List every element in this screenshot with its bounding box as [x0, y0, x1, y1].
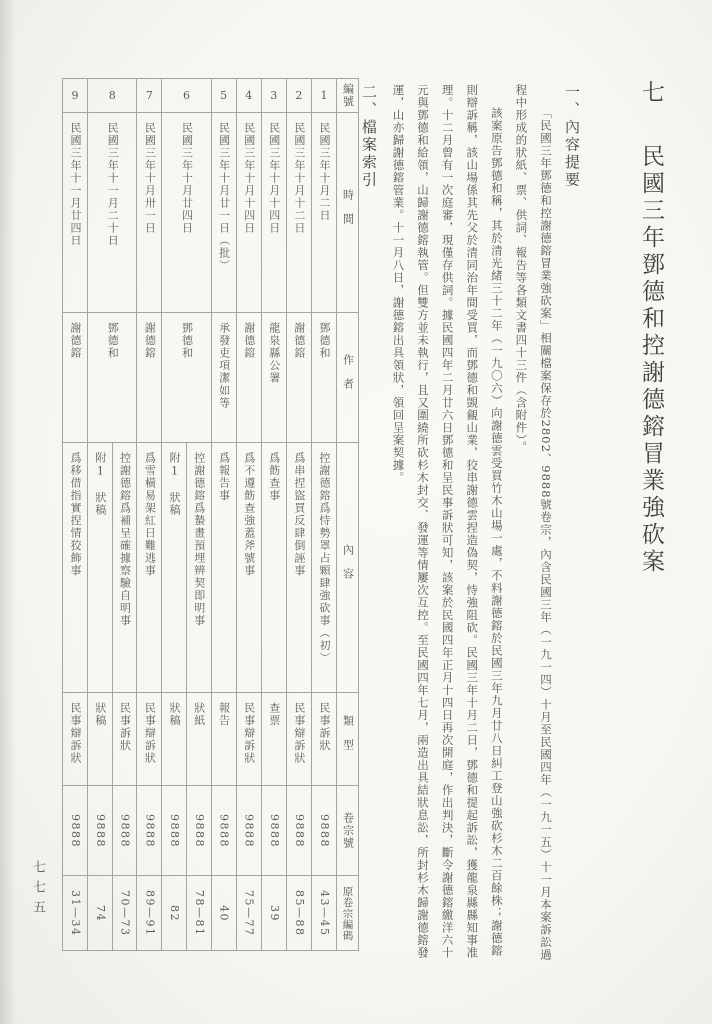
table-header-cell: 卷宗號 — [337, 786, 358, 876]
chapter-heading — [636, 80, 666, 1010]
record-author-cell: 謝德鎔 — [287, 313, 311, 443]
entry-column — [212, 443, 236, 951]
record-number-cell: 7 — [137, 79, 161, 113]
entry-code-cell: 89—91 — [143, 890, 157, 937]
record-time-cell: 民國三年十月廿四日 — [162, 113, 210, 313]
entry-column — [162, 443, 187, 951]
entry-column — [187, 443, 211, 951]
page-number: 七七五 — [30, 860, 45, 920]
entry-column — [262, 443, 286, 951]
entry-volume-cell: 9888 — [187, 786, 211, 876]
entry-type-cell: 查票 — [262, 693, 286, 786]
record-time-cell: 民國三年十月十二日 — [287, 113, 311, 313]
record-author-cell: 龍泉縣公署 — [262, 313, 286, 443]
record-number-cell: 5 — [212, 79, 236, 113]
entry-content-cell: 爲移借指實捏情狡飾事 — [63, 443, 87, 693]
record-time-cell: 民國三年十月卅一日 — [137, 113, 161, 313]
summary-paragraphs — [382, 84, 558, 962]
entry-type-cell: 狀稿 — [88, 693, 112, 786]
entry-code-cell: 85—88 — [292, 890, 306, 937]
table-header-column — [336, 79, 358, 950]
record-column — [286, 79, 311, 950]
entry-content-cell: 控謝德鎔爲蟄畫預埋辨契即明事 — [187, 443, 211, 693]
entry-type-cell: 狀紙 — [187, 693, 211, 786]
index-heading: 二、檔案索引 — [360, 84, 378, 189]
entry-volume-cell: 9888 — [162, 786, 186, 876]
record-column — [63, 79, 87, 950]
record-entries — [162, 443, 210, 951]
summary-paragraph: 「民國三年鄧德和控謝德鎔冒業強砍案」相關檔案保存於2802、9888號卷宗，內含民國三年（一九一四）十月至民國四年（一九一五）十一月本案訴訟過程中形成的狀紙、票、供詞、報告等各類文書四十三件（含附件）。 — [514, 84, 553, 962]
entry-volume-cell: 9888 — [262, 786, 286, 876]
entry-content-cell: 爲飭查事 — [262, 443, 286, 693]
record-number-cell: 6 — [162, 79, 210, 113]
record-number-cell: 9 — [63, 79, 87, 113]
summary-heading: 一、內容提要 — [563, 84, 581, 189]
entry-type-cell: 狀稿 — [162, 693, 186, 786]
entry-code-cell: 82 — [168, 905, 182, 922]
record-entries — [262, 443, 286, 951]
entry-code-cell: 75—77 — [242, 890, 256, 937]
record-entries — [88, 443, 136, 951]
entry-volume-cell: 9888 — [237, 786, 261, 876]
record-author-cell: 鄧德和 — [312, 313, 336, 443]
entry-content-cell: 控謝德鎔爲恃勢罩占顆肆強砍事（初） — [312, 443, 336, 693]
record-column — [236, 79, 261, 950]
table-header-cell: 原卷宗編碼 — [341, 886, 354, 941]
record-time-cell: 民國三年十月十四日 — [262, 113, 286, 313]
record-time-cell: 民國三年十一月二十日 — [88, 113, 136, 313]
entry-code-cell: 39 — [267, 905, 281, 922]
record-number-cell: 8 — [88, 79, 136, 113]
entry-content-cell: 附1 狀稿 — [88, 443, 112, 693]
record-time-cell: 民國三年十月廿一日（批） — [212, 113, 236, 313]
entry-type-cell: 民事訴狀 — [312, 693, 336, 786]
record-entries — [287, 443, 311, 951]
record-author-cell: 謝德鎔 — [237, 313, 261, 443]
archive-table — [62, 78, 359, 951]
entry-column — [88, 443, 113, 951]
entry-volume-cell: 9888 — [88, 786, 112, 876]
record-time-cell: 民國三年十一月廿四日 — [63, 113, 87, 313]
chapter-number: 七 — [638, 80, 664, 107]
record-entries — [63, 443, 87, 951]
entry-column — [287, 443, 311, 951]
entry-column — [237, 443, 261, 951]
record-column — [311, 79, 336, 950]
record-column — [87, 79, 136, 950]
record-author-cell: 鄧德和 — [88, 313, 136, 443]
entry-type-cell: 民事辯訴狀 — [237, 693, 261, 786]
table-header-cell: 作者 — [337, 313, 358, 443]
record-entries — [137, 443, 161, 951]
entry-column — [113, 443, 137, 951]
record-entries — [212, 443, 236, 951]
entry-code-cell: 40 — [217, 905, 231, 922]
record-author-cell: 鄧德和 — [162, 313, 210, 443]
entry-code-cell: 74 — [93, 905, 107, 922]
record-time-cell: 民國三年十月十四日 — [237, 113, 261, 313]
entry-content-cell: 附1 狀稿 — [162, 443, 186, 693]
record-author-cell: 承發吏項潔如等 — [212, 313, 236, 443]
entry-code-cell: 70—73 — [118, 890, 132, 937]
record-column — [136, 79, 161, 950]
entry-type-cell: 民事辯訴狀 — [287, 693, 311, 786]
entry-volume-cell: 9888 — [312, 786, 336, 876]
record-number-cell: 3 — [262, 79, 286, 113]
summary-paragraph: 該案原告鄧德和稱，其於清光緒三十二年（一九〇六）向謝德雲受買竹木山場一處，不料謝德鎔於民國三年九月廿八日糾工登山強砍杉木二百餘株；謝德鎔則辯訴稱，該山場係其先父於清同治年間受買，而鄧德和覬覦山業，狡串謝德雲捏造偽契，恃強阻砍。民國三年十月二日，鄧德和提起訴訟，獲龍泉縣縣知事准理。十二月曾有一次庭審，現僅存供詞。據民國四年二月廿六日鄧德和呈民事訴狀可知，該案於民國四年正月十四日再次開庭，作出判決，斷令謝德鎔繳洋六十元與鄧德和給領，山歸謝德鎔執管。但雙方並未執行，且又圍繞所砍杉木封交、發運等情屢次互控。至民國四年七月，兩造出具結狀息訟，所封杉木歸謝德鎔發運，山亦歸謝德鎔管業。十一月八日，謝德鎔出具領狀，領回呈案契據。 — [391, 84, 504, 959]
entry-content-cell: 控謝德鎔爲補呈確據察驗自明事 — [113, 443, 137, 693]
record-number-cell: 2 — [287, 79, 311, 113]
record-column — [261, 79, 286, 950]
record-author-cell: 謝德鎔 — [63, 313, 87, 443]
record-entries — [237, 443, 261, 951]
entry-content-cell: 爲雪橫易架紅日難逃事 — [137, 443, 161, 693]
record-entries — [312, 443, 336, 951]
table-header-cell: 編號 — [337, 79, 358, 113]
entry-type-cell: 民事辯訴狀 — [63, 693, 87, 786]
entry-content-cell: 爲不遵飭查強蓋斧號事 — [237, 443, 261, 693]
entry-type-cell: 報告 — [212, 693, 236, 786]
entry-code-cell: 31—34 — [69, 890, 83, 937]
entry-code-cell: 43—45 — [317, 890, 331, 937]
entry-content-cell: 爲報告事 — [212, 443, 236, 693]
entry-column — [137, 443, 161, 951]
entry-volume-cell: 9888 — [212, 786, 236, 876]
entry-volume-cell: 9888 — [137, 786, 161, 876]
record-number-cell: 1 — [312, 79, 336, 113]
table-header-cell: 類型 — [337, 693, 358, 786]
record-column — [211, 79, 236, 950]
entry-volume-cell: 9888 — [113, 786, 137, 876]
record-column — [161, 79, 210, 950]
entry-type-cell: 民事訴狀 — [113, 693, 137, 786]
entry-code-cell: 78—81 — [192, 890, 206, 937]
record-author-cell: 謝德鎔 — [137, 313, 161, 443]
record-time-cell: 民國三年十月二日 — [312, 113, 336, 313]
chapter-title: 民國三年鄧德和控謝德鎔冒業強砍案 — [638, 144, 664, 577]
entry-column — [312, 443, 336, 951]
entry-type-cell: 民事辯訴狀 — [137, 693, 161, 786]
entry-volume-cell: 9888 — [287, 786, 311, 876]
table-header-cell: 內容 — [337, 443, 358, 693]
table-header-cell: 時間 — [337, 113, 358, 313]
entry-column — [63, 443, 87, 951]
entry-content-cell: 爲串捏盜買反肆倒誣事 — [287, 443, 311, 693]
record-number-cell: 4 — [237, 79, 261, 113]
entry-volume-cell: 9888 — [63, 786, 87, 876]
